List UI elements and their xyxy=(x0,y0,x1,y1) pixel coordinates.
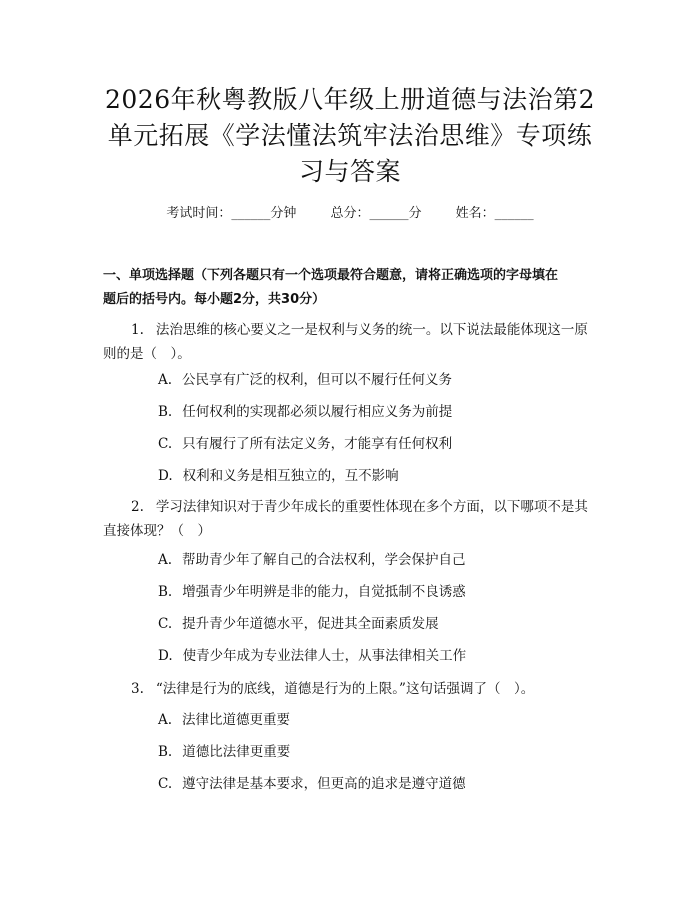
option-letter: C. xyxy=(158,436,173,452)
title-line-3: 习与答案 xyxy=(298,157,401,186)
question-text: 法治思维的核心要义之一是权利与义务的统一。以下说法最能体现这一原则的是（ ）。 xyxy=(103,322,588,362)
total-score-field: 总分：______分 xyxy=(330,206,422,221)
option-text: 使青少年成为专业法律人士，从事法律相关工作 xyxy=(182,648,467,664)
option-text: 任何权利的实现都必须以履行相应义务为前提 xyxy=(182,404,453,420)
option-letter: B. xyxy=(158,584,173,600)
question-1-option-c xyxy=(158,434,598,454)
title-line-1: 2026年秋粤教版八年级上册道德与法治第2 xyxy=(104,85,596,114)
section-heading xyxy=(103,264,598,312)
question-3 xyxy=(103,677,598,701)
option-text: 遵守法律是基本要求，但更高的追求是遵守道德 xyxy=(182,776,466,792)
option-text: 法律比道德更重要 xyxy=(182,712,291,728)
question-1 xyxy=(103,318,598,366)
question-number: 3. xyxy=(131,681,144,697)
question-1-option-b xyxy=(158,402,598,422)
question-3-option-c xyxy=(158,774,598,794)
question-3-option-a xyxy=(158,710,598,730)
option-letter: D. xyxy=(158,648,173,664)
option-text: 只有履行了所有法定义务，才能享有任何权利 xyxy=(182,436,453,452)
student-name-field: 姓名：______ xyxy=(455,206,534,221)
question-1-option-d xyxy=(158,466,598,486)
question-2 xyxy=(103,495,598,543)
question-number: 1. xyxy=(131,322,144,338)
question-2-option-d xyxy=(158,646,598,666)
question-1-option-a xyxy=(158,370,598,390)
option-letter: A. xyxy=(158,372,173,388)
document-title xyxy=(90,82,610,190)
title-line-2: 单元拓展《学法懂法筑牢法治思维》专项练 xyxy=(107,121,593,150)
option-text: 权利和义务是相互独立的，互不影响 xyxy=(182,468,399,484)
exam-time-field: 考试时间：______分钟 xyxy=(166,206,297,221)
option-text: 增强青少年明辨是非的能力，自觉抵制不良诱惑 xyxy=(182,584,466,600)
question-text: 学习法律知识对于青少年成长的重要性体现在多个方面，以下哪项不是其直接体现？（ ） xyxy=(103,499,588,539)
question-2-option-a xyxy=(158,550,598,570)
option-text: 提升青少年道德水平，促进其全面素质发展 xyxy=(182,616,439,632)
option-letter: B. xyxy=(158,744,173,760)
option-letter: B. xyxy=(158,404,173,420)
option-letter: A. xyxy=(158,552,173,568)
option-letter: A. xyxy=(158,712,173,728)
question-number: 2. xyxy=(131,499,144,515)
question-3-option-b xyxy=(158,742,598,762)
option-text: 帮助青少年了解自己的合法权利，学会保护自己 xyxy=(182,552,466,568)
option-text: 道德比法律更重要 xyxy=(182,744,291,760)
question-text: “法律是行为的底线，道德是行为的上限。”这句话强调了（ ）。 xyxy=(155,681,535,697)
option-letter: C. xyxy=(158,776,173,792)
option-letter: D. xyxy=(158,468,173,484)
question-2-option-b xyxy=(158,582,598,602)
exam-info-line xyxy=(0,204,700,224)
question-2-option-c xyxy=(158,614,598,634)
section-heading-line-2: 题后的括号内。每小题2分，共30分） xyxy=(103,292,326,307)
option-letter: C. xyxy=(158,616,173,632)
option-text: 公民享有广泛的权利，但可以不履行任何义务 xyxy=(182,372,453,388)
section-heading-line-1: 一、单项选择题（下列各题只有一个选项最符合题意，请将正确选项的字母填在 xyxy=(103,268,559,283)
